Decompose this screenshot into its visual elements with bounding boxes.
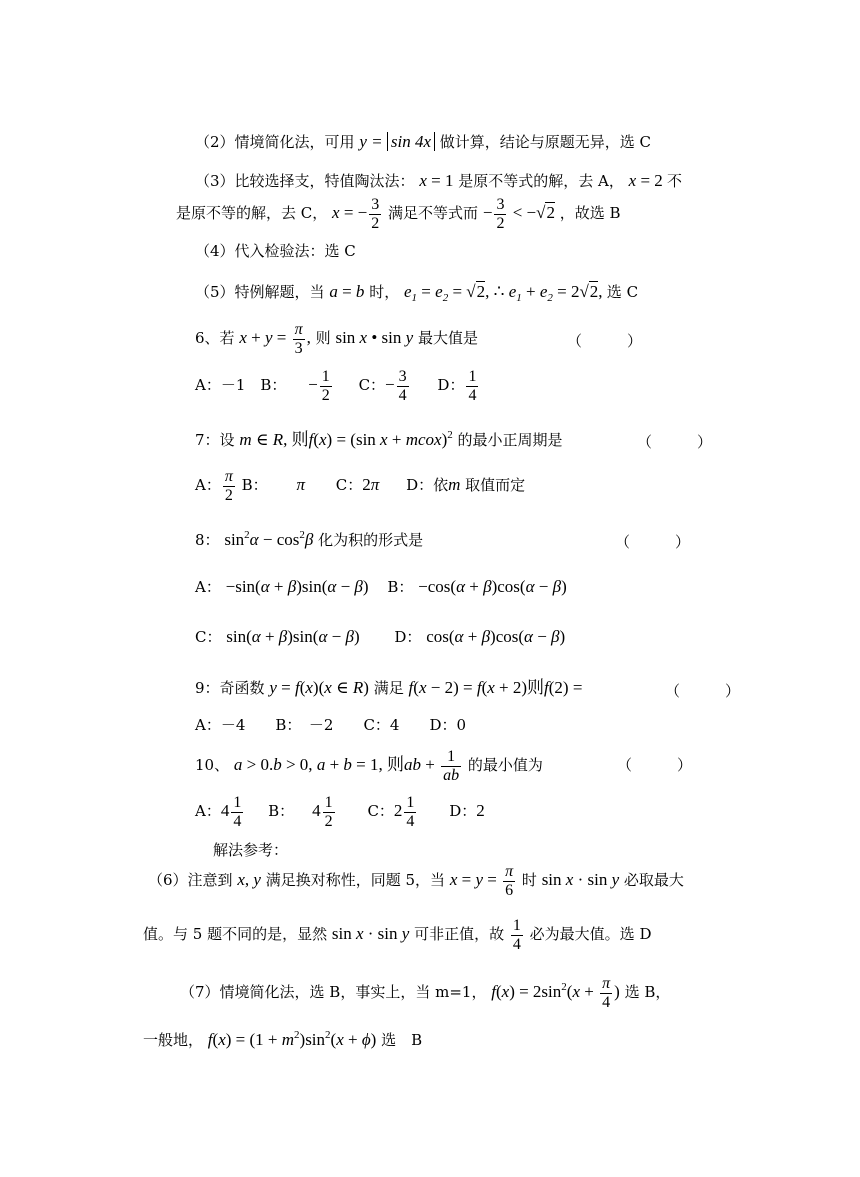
q8-option-d: D： (394, 628, 422, 646)
q7-text-a: 7：设 (195, 431, 235, 449)
q10-option-d: D： (449, 802, 477, 821)
q6-option-c: C： (358, 376, 386, 395)
s6b-text-a: 值。与 5 题不同的是，显然 (143, 925, 328, 944)
q10-option-b: B： (268, 802, 295, 821)
math-frac-3-4: $\frac{3}{4}$ (398, 368, 407, 404)
question-6-options: A：－1 B： − $\frac{1}{2}$ C：− $\frac{3}{4}$ D： $\frac{1}{4}$ (195, 368, 477, 404)
q9-answer-paren[interactable]: （ ） (665, 682, 741, 700)
solution-4-line (195, 244, 356, 259)
q6-text-c: 最大值是 (417, 329, 478, 348)
q6-answer-paren[interactable]: （ ） (567, 332, 643, 350)
q9-text-a: 9：奇函数 (195, 679, 265, 697)
q8-option-c: C： (195, 628, 222, 646)
reference-heading (213, 843, 288, 858)
question-8: 8： $\sin^2\alpha - \cos^2\beta$ 化为积的形式是 (195, 529, 424, 549)
q7-option-d-tail: 取值而定 (465, 476, 526, 495)
solution-5-text-c: 选 C (606, 283, 639, 301)
solution-3-text-c: 不 (667, 172, 683, 190)
s7-text-b: 选 B， (624, 983, 671, 1002)
math-frac-1-2: $\frac{1}{2}$ (321, 368, 330, 404)
q6-text-a: 6、若 (195, 329, 235, 348)
q6-option-d: D： (437, 376, 465, 395)
question-9: 9：奇函数 y = f(x)(x ∈ R) 满足 f(x − 2) = f(x + 2)则f(2) = (195, 678, 583, 697)
math-frac-pi-2: $\frac{\pi}{2}$ (224, 468, 233, 504)
math-frac-1-4d: $\frac{1}{4}$ (512, 917, 521, 953)
solution-2-text-a: （2）情境简化法，可用 (195, 133, 355, 151)
s7b-text-a: 一般地， (143, 1031, 204, 1049)
solution-6-line-b: 值。与 5 题不同的是，显然 sin x · sin y 可非正值，故 $\frac{1}{4}$ 必为最大值。选 D (143, 917, 652, 953)
q8-option-a: A： (195, 578, 221, 596)
q10-answer-paren[interactable]: （ ） (617, 756, 693, 774)
solution-3b-text-a: 是原不等的解，去 C， (176, 204, 328, 223)
solution-7-line-b: 一般地， $f(x) = (1 + m^2)\sin^2(x + \phi)$ 选 B (143, 1029, 423, 1049)
q6-option-a: A：－1 B： (195, 376, 287, 395)
solution-7-line: （7）情境简化法，选 B，事实上，当 m=1， $f(x) = 2\sin^2(x$ + $\frac{\pi}{4}$ ) 选 B， (180, 975, 671, 1011)
q7-option-c: C： (335, 476, 363, 495)
q8-text-a: 8： (195, 531, 220, 549)
q7-option-a: A： (195, 476, 221, 495)
math-frac-1-4c: $\frac{1}{4}$ (406, 794, 415, 830)
s7b-text-b: 选 B (381, 1031, 423, 1049)
math-frac-pi-6: $\frac{\pi}{6}$ (505, 863, 514, 899)
question-7-options: A： $\frac{\pi}{2}$ B： π C：2π D：依m 取值而定 (195, 468, 526, 504)
q10-text-b: 的最小值为 (467, 756, 543, 775)
solution-3-line: （3）比较选择支，特值陶汰法： x = 1 是原不等式的解，去 A， x = 2 不 (195, 171, 683, 190)
question-10-options: A：4 $\frac{1}{4}$ B： 4 $\frac{1}{2}$ C：2 $\frac{1}{4}$ D：2 (195, 794, 485, 830)
math-x-eq-1: x (419, 171, 427, 190)
solution-6-line: （6）注意到 x, y 满足换对称性，同题 5，当 x = y = $\frac{\pi}{6}$ 时 sin x · sin y 必取最大 (148, 863, 684, 899)
q7-answer-paren[interactable]: （ ） (637, 433, 713, 451)
q10-option-a: A： (195, 802, 221, 821)
math-frac-1-4b: $\frac{1}{4}$ (233, 794, 242, 830)
math-e1-e2: $e_1$ (404, 282, 418, 304)
question-10: 10、 a > 0.b > 0, a + b = 1, 则ab + $\frac{1}{ab}$ 的最小值为 (195, 748, 543, 784)
q7-option-d: D：依 (406, 476, 449, 495)
question-9-options (195, 718, 466, 733)
math-frac-3-2b: $\frac{3}{2}$ (496, 196, 505, 232)
q8-text-b: 化为积的形式是 (318, 531, 424, 549)
solution-3-line-b: 是原不等的解，去 C， x = − $\frac{3}{2}$ 满足不等式而 − $\frac{3}{2}$ < −√2 ，故选 B (176, 196, 621, 232)
math-frac-pi-3: $\frac{\pi}{3}$ (294, 321, 303, 357)
s6b-text-b: 可非正值，故 (414, 925, 505, 944)
solution-4-text: （4）代入检验法：选 C (195, 242, 356, 260)
s6-text-c: 时 (521, 871, 537, 890)
solution-5-text-b: 时， (369, 283, 400, 301)
q9-text-b: 满足 (373, 679, 404, 697)
math-x-eq-2: x (628, 171, 637, 190)
s6-text-d: 必取最大 (623, 871, 684, 890)
solution-3b-text-b: 满足不等式而 (388, 204, 479, 223)
reference-text: 解法参考： (213, 841, 289, 859)
math-frac-1-4: $\frac{1}{4}$ (468, 368, 477, 404)
math-frac-pi-4: $\frac{\pi}{4}$ (602, 975, 611, 1011)
q6-text-b: 则 (315, 329, 331, 348)
s6b-text-c: 必为最大值。选 D (529, 925, 652, 944)
math-frac-3-2: $\frac{3}{2}$ (371, 196, 380, 232)
q8-option-b: B： (387, 578, 414, 596)
solution-3b-text-c: ，故选 B (559, 204, 621, 223)
solution-5-line: （5）特例解题，当 a = b 时， $e_1 = e_2 = √2$, ∴ $e_1 + e_2 = 2√2$, 选 C (195, 282, 639, 304)
solution-3-text-b: 是原不等式的解，去 A， (458, 172, 624, 190)
solution-3-text-a: （3）比较选择支，特值陶汰法： (195, 172, 415, 190)
s7-text-a: （7）情境简化法，选 B，事实上，当 m=1， (180, 983, 487, 1002)
question-8-options-cd: C： sin(α + β)sin(α − β) D： cos(α + β)cos(α − β) (195, 627, 566, 646)
solution-5-text-a: （5）特例解题，当 (195, 283, 325, 301)
q8-answer-paren[interactable]: （ ） (615, 533, 691, 551)
s6-text-b: 满足换对称性，同题 5，当 (265, 871, 446, 890)
q9-options-text: A：－4 B： －2 C：4 D：0 (195, 716, 467, 734)
question-6: 6、若 x + y = $\frac{\pi}{3}$ , 则 sin x • sin y 最大值是 (195, 321, 478, 357)
math-frac-1-ab: $\frac{1}{ab}$ (443, 748, 460, 784)
solution-2-line (195, 133, 651, 150)
math-frac-1-2b: $\frac{1}{2}$ (324, 794, 333, 830)
s6-text-a: （6）注意到 (148, 871, 233, 890)
question-7: 7：设 m ∈ R, 则f(x) = (sin x + mcox)$^2$ 的最小正周期是 (195, 429, 563, 449)
q10-text-a: 10、 (195, 756, 230, 775)
question-8-options-ab: A： −sin(α + β)sin(α − β) B： −cos(α + β)cos(α − β) (195, 577, 567, 596)
q7-option-b: B： (241, 476, 268, 495)
solution-2-text-b: 做计算，结论与原题无异，选 C (439, 133, 652, 151)
math-y-abs-sin4x: y = sin 4x (359, 132, 435, 151)
q7-text-b: 的最小正周期是 (457, 431, 563, 449)
q10-option-c: C： (367, 802, 394, 821)
